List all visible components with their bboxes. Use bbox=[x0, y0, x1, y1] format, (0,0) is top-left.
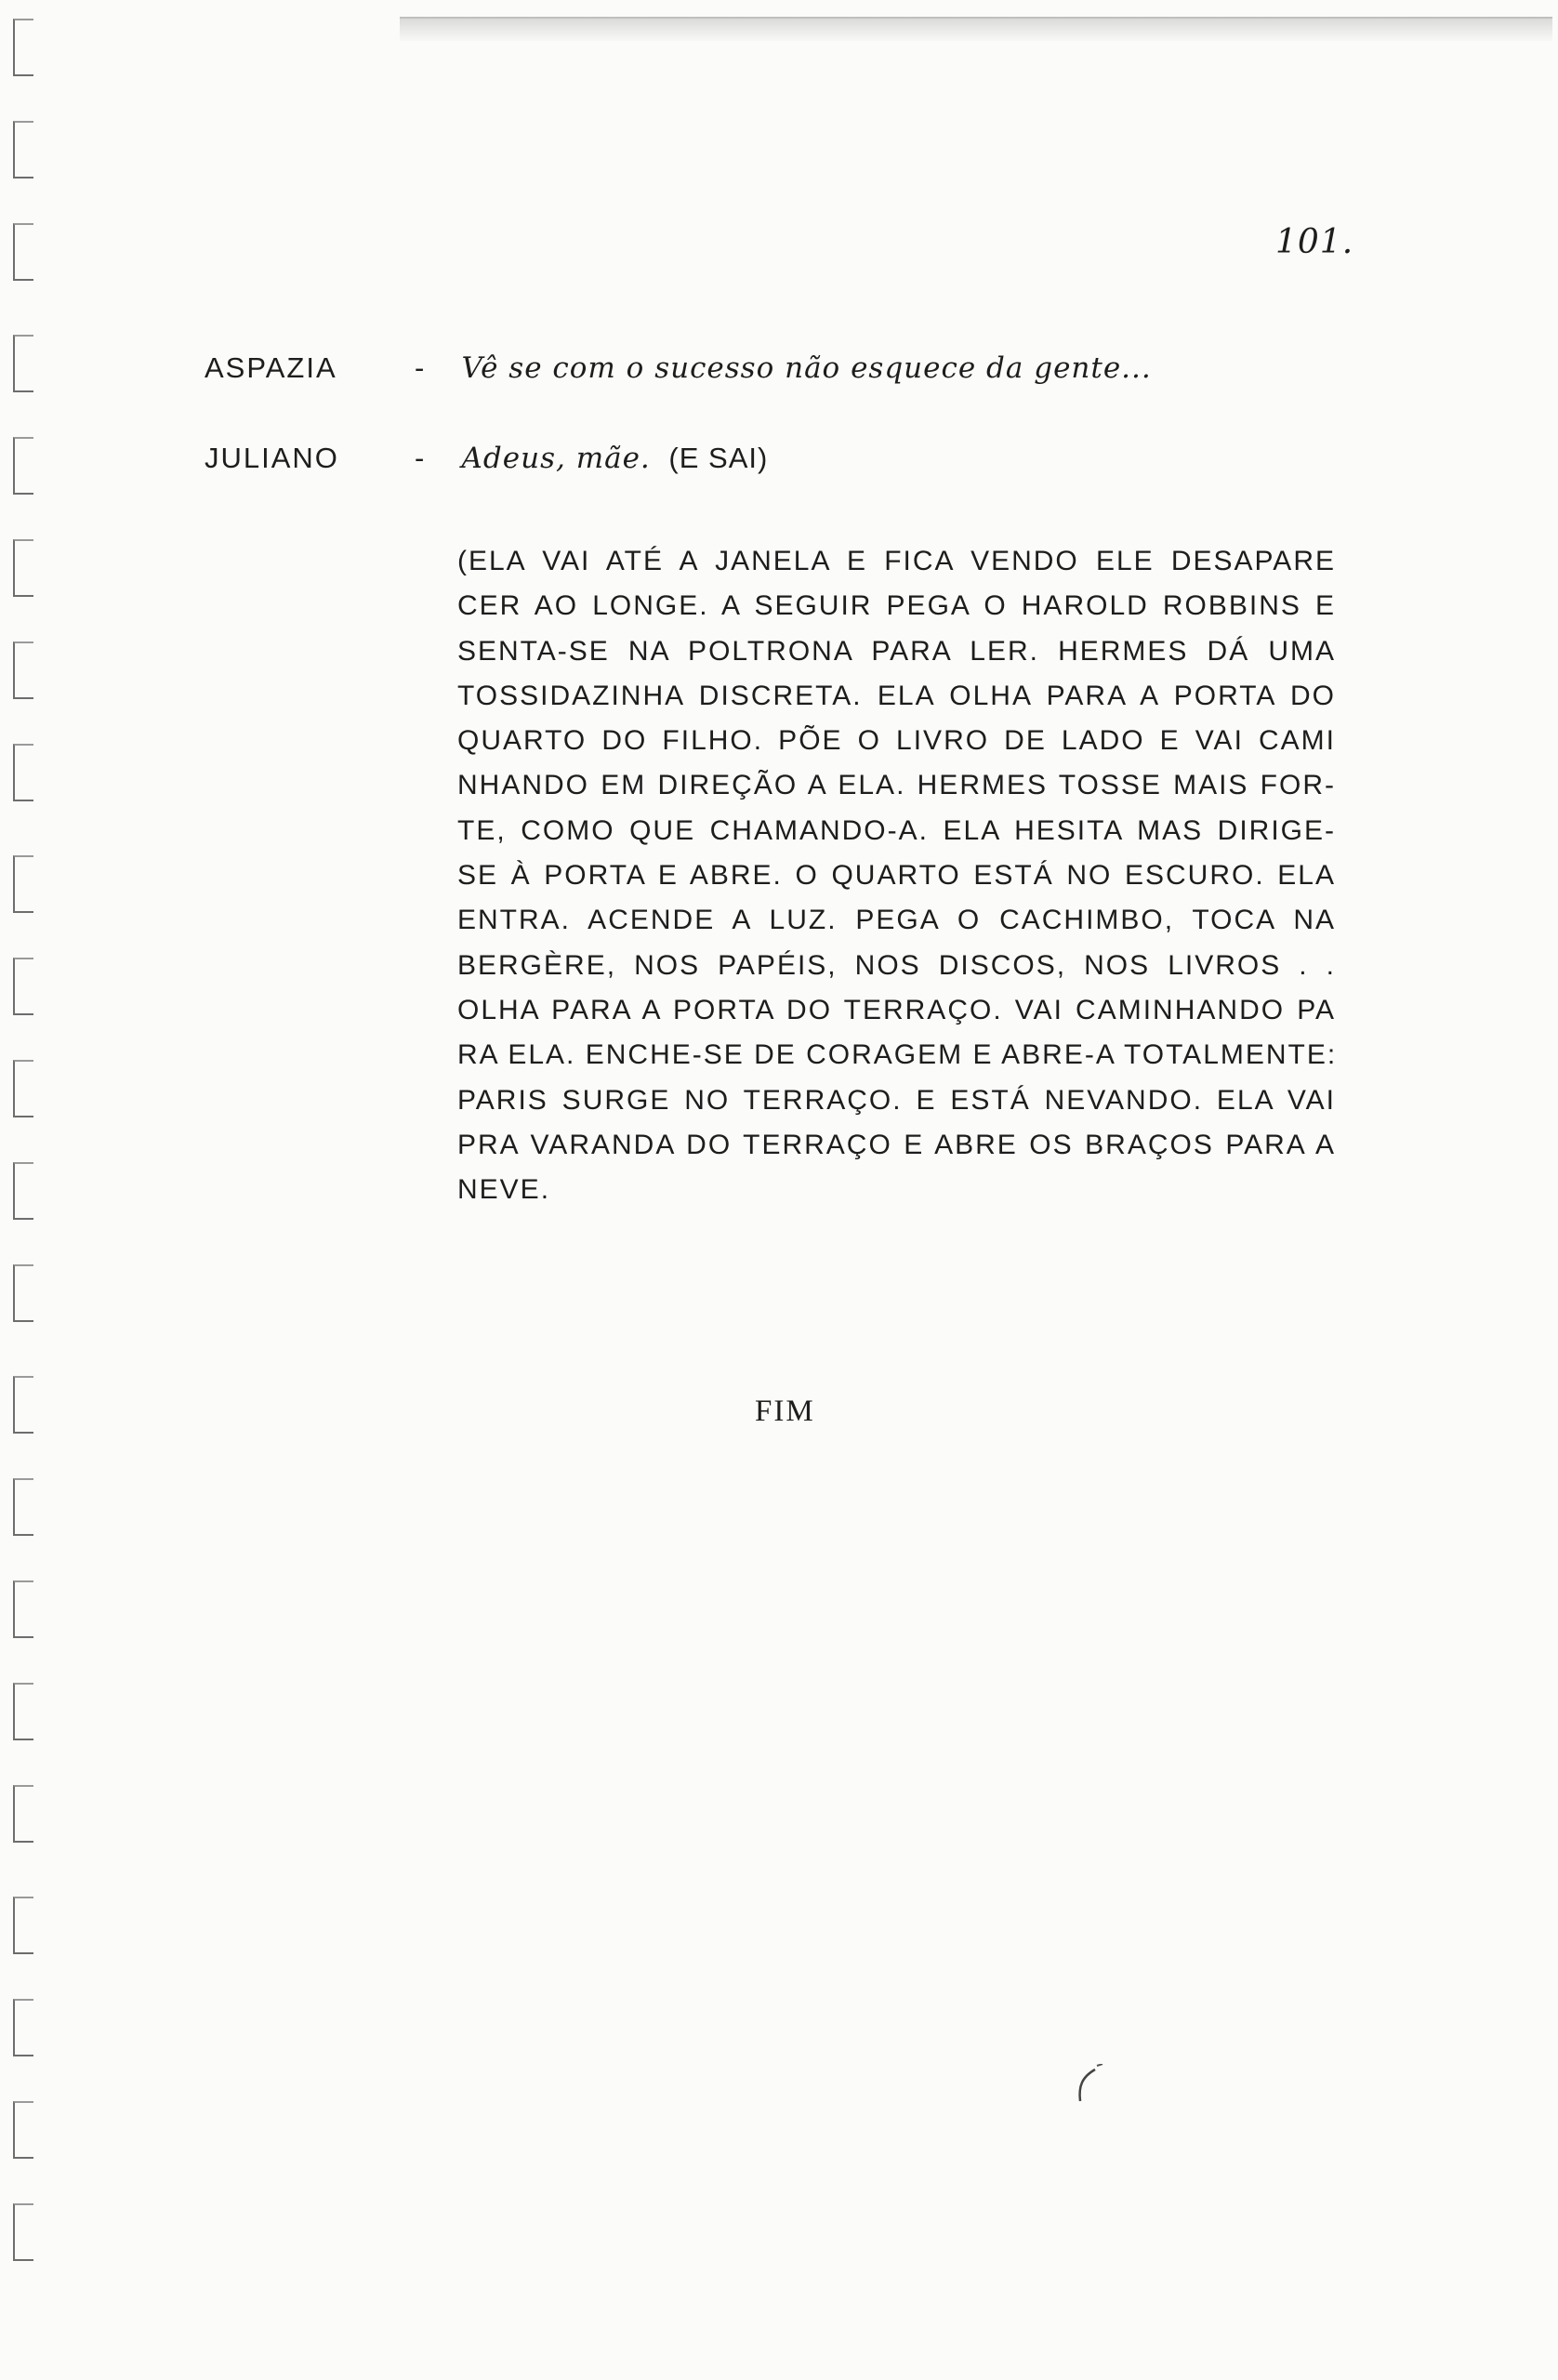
stage-direction-line: SENTA-SE NA POLTRONA PARA LER. HERMES DÁ UMA bbox=[457, 635, 1336, 667]
speaker-aspazia: ASPAZIA bbox=[205, 351, 337, 384]
binding-hole-icon bbox=[13, 539, 33, 597]
dialogue-line-juliano bbox=[415, 442, 768, 477]
binding-hole-icon bbox=[13, 641, 33, 699]
binding-hole-icon bbox=[13, 335, 33, 392]
stage-direction-line: ENTRA. ACENDE A LUZ. PEGA O CACHIMBO, TOCA NA bbox=[457, 905, 1336, 936]
stage-direction bbox=[457, 539, 1336, 1212]
binding-margin bbox=[0, 0, 65, 2380]
end-marker: FIM bbox=[755, 1395, 815, 1428]
binding-hole-icon bbox=[13, 1478, 33, 1536]
binding-hole-icon bbox=[13, 855, 33, 913]
binding-hole-icon bbox=[13, 1999, 33, 2056]
stage-direction-line: SE À PORTA E ABRE. O QUARTO ESTÁ NO ESCURO. ELA bbox=[457, 860, 1336, 892]
binding-hole-icon bbox=[13, 744, 33, 801]
dialogue-dash: - bbox=[415, 351, 426, 384]
stage-aside: (E SAI) bbox=[668, 442, 769, 474]
stage-direction-line: TE, COMO QUE CHAMANDO-A. ELA HESITA MAS DIRIGE- bbox=[457, 814, 1336, 846]
stage-direction-line: NEVE. bbox=[457, 1174, 551, 1206]
dialogue-dash: - bbox=[415, 442, 426, 474]
stage-direction-line: PRA VARANDA DO TERRAÇO E ABRE OS BRAÇOS PARA A bbox=[457, 1129, 1336, 1160]
page-number: 101. bbox=[1275, 223, 1354, 261]
binding-hole-icon bbox=[13, 958, 33, 1015]
stage-direction-line: QUARTO DO FILHO. PÕE O LIVRO DE LADO E VAI CAMI bbox=[457, 725, 1336, 757]
binding-hole-icon bbox=[13, 223, 33, 281]
stage-direction-line: TOSSIDAZINHA DISCRETA. ELA OLHA PARA A PORTA DO bbox=[457, 680, 1336, 711]
stage-direction-line: (ELA VAI ATÉ A JANELA E FICA VENDO ELE DESAPARE bbox=[457, 546, 1336, 576]
binding-hole-icon bbox=[13, 1060, 33, 1117]
speaker-juliano: JULIANO bbox=[205, 442, 339, 474]
binding-hole-icon bbox=[13, 1376, 33, 1434]
scan-edge-smudge bbox=[400, 17, 1552, 41]
binding-hole-icon bbox=[13, 1162, 33, 1220]
stage-direction-line: CER AO LONGE. A SEGUIR PEGA O HAROLD ROBBINS E bbox=[457, 590, 1336, 622]
binding-hole-icon bbox=[13, 121, 33, 178]
binding-hole-icon bbox=[13, 1785, 33, 1843]
dialogue-text: Vê se com o sucesso não esquece da gente... bbox=[461, 351, 1152, 385]
stage-direction-line: OLHA PARA A PORTA DO TERRAÇO. VAI CAMINHANDO PA bbox=[457, 994, 1336, 1025]
binding-hole-icon bbox=[13, 1683, 33, 1740]
stage-direction-line: BERGÈRE, NOS PAPÉIS, NOS DISCOS, NOS LIVROS . . bbox=[457, 949, 1336, 981]
stage-direction-line: RA ELA. ENCHE-SE DE CORAGEM E ABRE-A TOTALMENTE: bbox=[457, 1039, 1338, 1071]
binding-hole-icon bbox=[13, 19, 33, 76]
binding-hole-icon bbox=[13, 1580, 33, 1638]
stage-direction-line: NHANDO EM DIREÇÃO A ELA. HERMES TOSSE MAIS FOR- bbox=[457, 770, 1336, 801]
binding-hole-icon bbox=[13, 437, 33, 495]
dialogue-line-aspazia bbox=[415, 351, 1152, 387]
dialogue-text: Adeus, mãe. bbox=[461, 442, 651, 475]
binding-hole-icon bbox=[13, 2101, 33, 2159]
binding-hole-icon bbox=[13, 2203, 33, 2261]
binding-hole-icon bbox=[13, 1897, 33, 1954]
stage-direction-line: PARIS SURGE NO TERRAÇO. E ESTÁ NEVANDO. ELA VAI bbox=[457, 1084, 1336, 1116]
pen-mark-icon bbox=[1069, 2064, 1106, 2120]
binding-hole-icon bbox=[13, 1264, 33, 1322]
